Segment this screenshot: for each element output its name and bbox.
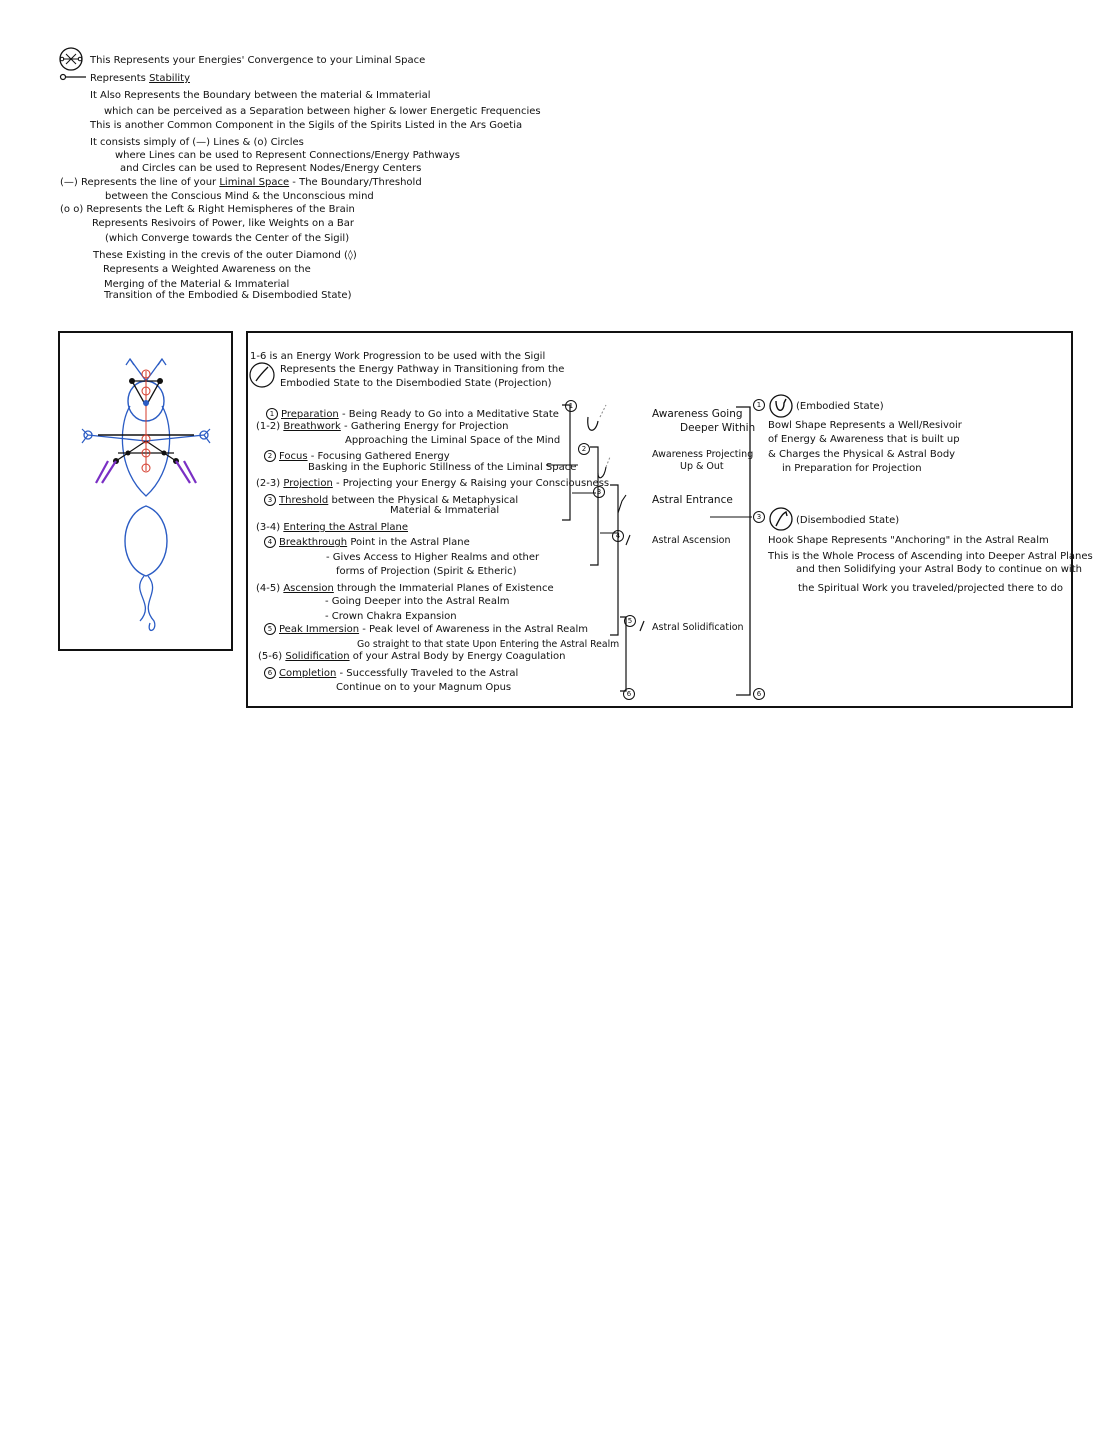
legend-line-6: It consists simply of (—) Lines & (o) Circles bbox=[90, 137, 304, 148]
legend-line-17: Transition of the Embodied & Disembodied State) bbox=[104, 290, 352, 301]
legend-line-2: Represents Stability bbox=[90, 73, 190, 84]
step-entering-astral: (3-4) Entering the Astral Plane bbox=[256, 522, 409, 533]
legend-line-14: These Existing in the crevis of the outer Diamond (◊) bbox=[93, 250, 357, 261]
embodied-desc-2: of Energy & Awareness that is built up bbox=[768, 434, 960, 445]
embodied-desc-4: in Preparation for Projection bbox=[782, 463, 922, 474]
legend-line-7: where Lines can be used to Represent Connections/Energy Pathways bbox=[115, 150, 460, 161]
phase-astral-solidification: Astral Solidification bbox=[652, 622, 744, 633]
step-focus-detail: Basking in the Euphoric Stillness of the Liminal Space bbox=[308, 462, 577, 473]
legend-line-8: and Circles can be used to Represent Nodes/Energy Centers bbox=[120, 163, 422, 174]
legend-line-16: Merging of the Material & Immaterial bbox=[104, 279, 290, 290]
embodied-label: (Embodied State) bbox=[796, 401, 884, 412]
legend-line-3: It Also Represents the Boundary between the material & Immaterial bbox=[90, 90, 431, 101]
phase-astral-ascension: Astral Ascension bbox=[652, 535, 731, 546]
disembodied-desc-4: the Spiritual Work you traveled/projected there to do bbox=[798, 583, 1063, 594]
disembodied-desc-2: This is the Whole Process of Ascending into Deeper Astral Planes bbox=[768, 551, 1093, 562]
step-preparation: 1 Preparation - Being Ready to Go into a Meditative State bbox=[266, 408, 559, 421]
legend-line-1: This Represents your Energies' Convergence to your Liminal Space bbox=[90, 55, 426, 66]
phase-awareness-within: Awareness Going bbox=[652, 408, 743, 420]
hook-glyph-icon bbox=[768, 506, 794, 532]
step-projection: (2-3) Projection - Projecting your Energy & Raising your Consciousness bbox=[256, 478, 610, 489]
step-breathwork: (1-2) Breathwork - Gathering Energy for Projection bbox=[256, 421, 509, 432]
legend-line-4: which can be perceived as a Separation between higher & lower Energetic Frequencies bbox=[104, 106, 541, 117]
step-threshold-detail: Material & Immaterial bbox=[390, 505, 500, 516]
intro-line-2: Represents the Energy Pathway in Transitioning from the bbox=[280, 364, 565, 375]
pathway-glyph-icon bbox=[248, 361, 276, 389]
phase-awareness-within-2: Deeper Within bbox=[680, 422, 756, 434]
embodied-desc-3: & Charges the Physical & Astral Body bbox=[768, 449, 956, 460]
state-num-end: 6 bbox=[753, 688, 765, 700]
legend-line-9: (—) Represents the line of your Liminal Space - The Boundary/Threshold bbox=[60, 177, 422, 188]
step-ascension: (4-5) Ascension through the Immaterial Planes of Existence bbox=[256, 583, 554, 594]
step-solidification: (5-6) Solidification of your Astral Body by Energy Coagulation bbox=[258, 651, 566, 662]
intro-line-3: Embodied State to the Disembodied State (Projection) bbox=[280, 378, 552, 389]
step-breakthrough-detail-2: forms of Projection (Spirit & Etheric) bbox=[336, 566, 517, 577]
disembodied-desc-3: and then Solidifying your Astral Body to continue on with bbox=[796, 564, 1082, 575]
phase-awareness-projecting-2: Up & Out bbox=[680, 461, 724, 472]
legend-line-11: (o o) Represents the Left & Right Hemispheres of the Brain bbox=[60, 204, 355, 215]
bracket-num-6: 6 bbox=[623, 688, 635, 700]
convergence-sigil-icon bbox=[58, 46, 86, 74]
disembodied-desc-1: Hook Shape Represents "Anchoring" in the Astral Realm bbox=[768, 535, 1049, 546]
step-breakthrough: 4 Breakthrough Point in the Astral Plane bbox=[264, 536, 470, 549]
step-ascension-detail-1: - Going Deeper into the Astral Realm bbox=[325, 596, 510, 607]
intro-line-1: 1-6 is an Energy Work Progression to be used with the Sigil bbox=[250, 351, 546, 362]
bracket-num-5: 5 bbox=[624, 615, 636, 627]
step-peak-immersion: 5 Peak Immersion - Peak level of Awareness in the Astral Realm bbox=[264, 623, 588, 636]
bracket-num-4: 4 bbox=[612, 530, 624, 542]
legend-line-13: (which Converge towards the Center of the Sigil) bbox=[105, 233, 350, 244]
step-breakthrough-detail-1: - Gives Access to Higher Realms and other bbox=[326, 552, 540, 563]
step-peak-immersion-detail: Go straight to that state Upon Entering the Astral Realm bbox=[357, 639, 620, 650]
progression-brackets bbox=[540, 395, 780, 705]
step-threshold: 3 Threshold between the Physical & Metaphysical bbox=[264, 494, 518, 507]
bracket-num-3: 3 bbox=[593, 486, 605, 498]
phase-astral-entrance: Astral Entrance bbox=[652, 494, 733, 506]
embodied-desc-1: Bowl Shape Represents a Well/Resivoir bbox=[768, 420, 962, 431]
step-completion-detail: Continue on to your Magnum Opus bbox=[336, 682, 512, 693]
step-breathwork-detail: Approaching the Liminal Space of the Mind bbox=[345, 435, 561, 446]
bracket-num-1: 1 bbox=[565, 400, 577, 412]
state-num-disembodied: 3 bbox=[753, 511, 765, 523]
bracket-num-2: 2 bbox=[578, 443, 590, 455]
legend-line-12: Represents Resivoirs of Power, like Weights on a Bar bbox=[92, 218, 355, 229]
legend-line-15: Represents a Weighted Awareness on the bbox=[103, 264, 311, 275]
step-focus: 2 Focus - Focusing Gathered Energy bbox=[264, 450, 450, 463]
sigil-drawing bbox=[58, 331, 233, 651]
step-ascension-detail-2: - Crown Chakra Expansion bbox=[325, 611, 457, 622]
phase-awareness-projecting: Awareness Projecting bbox=[652, 449, 754, 460]
disembodied-label: (Disembodied State) bbox=[796, 515, 900, 526]
bowl-glyph-icon bbox=[768, 393, 794, 419]
legend-line-10: between the Conscious Mind & the Unconscious mind bbox=[105, 191, 374, 202]
stability-bar-icon bbox=[60, 73, 88, 81]
step-completion: 6 Completion - Successfully Traveled to the Astral bbox=[264, 667, 518, 680]
legend-line-5: This is another Common Component in the Sigils of the Spirits Listed in the Ars Goetia bbox=[90, 120, 523, 131]
state-num-embodied: 1 bbox=[753, 399, 765, 411]
